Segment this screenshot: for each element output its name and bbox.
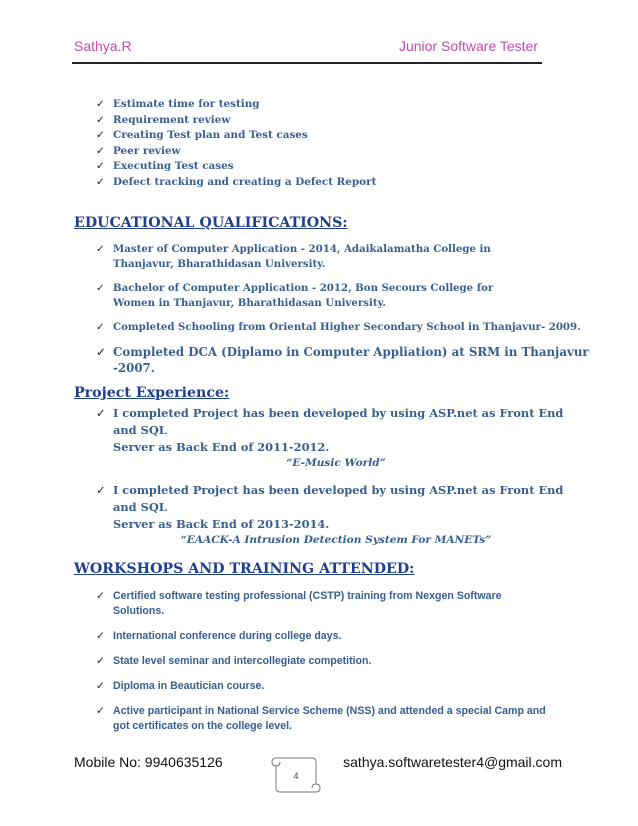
checkmark-icon: ✓ (96, 406, 106, 420)
checkmark-icon: ✓ (96, 98, 105, 110)
education-heading: EDUCATIONAL QUALIFICATIONS: (74, 215, 348, 231)
header-role: Junior Software Tester (398, 38, 538, 54)
header-divider (72, 62, 542, 64)
education-list (96, 242, 589, 385)
checkmark-icon: ✓ (96, 655, 105, 667)
page-number: 4 (293, 771, 299, 781)
projects-heading: Project Experience: (74, 385, 230, 401)
checkmark-icon: ✓ (96, 175, 105, 188)
list-item: ✓ International conference during college days. (96, 630, 342, 642)
project-item: ✓ I completed Project has been developed by using ASP.net as Front End and SQL Server as Back End of 2013-2014. “EAACK-A Intrusion Detection System For MANETs” (96, 482, 576, 546)
checkmark-icon: ✓ (96, 705, 105, 717)
list-item: ✓ Bachelor of Computer Application - 2012, Bon Secours College for Women in Thanjavur, Bharathidasan University. (96, 282, 494, 309)
checkmark-icon: ✓ (96, 244, 105, 255)
checkmark-icon: ✓ (96, 144, 105, 157)
list-item: ✓ Estimate time for testing (96, 97, 566, 113)
list-item: ✓ Certified software testing professional (CSTP) training from Nexgen Software Solutions. (96, 590, 502, 617)
checkmark-icon: ✓ (96, 345, 106, 359)
list-item: ✓ Completed Schooling from Oriental Higher Secondary School in Thanjavur- 2009. (96, 321, 581, 333)
list-item: ✓ Master of Computer Application - 2014, Adaikalamatha College in Thanjavur, Bharathidasan University. (96, 243, 491, 270)
project-item: ✓ I completed Project has been developed by using ASP.net as Front End and SQL Server as Back End of 2011-2012. “E-Music World” (96, 405, 576, 469)
list-item: ✓ Active participant in National Service Scheme (NSS) and attended a special Camp and got certificates on the college level. (96, 705, 546, 732)
footer-email: sathya.softwaretester4@gmail.com (343, 754, 562, 770)
project-title: “E-Music World” (286, 457, 386, 469)
checkmark-icon: ✓ (96, 113, 105, 126)
checkmark-icon: ✓ (96, 680, 105, 692)
list-item: ✓ Executing Test cases (96, 159, 566, 175)
duties-list (96, 97, 566, 191)
project-title: “EAACK-A Intrusion Detection System For MANETs” (180, 534, 492, 546)
checkmark-icon: ✓ (96, 322, 105, 333)
list-item: ✓ Defect tracking and creating a Defect Report (96, 175, 566, 191)
checkmark-icon: ✓ (96, 160, 105, 173)
checkmark-icon: ✓ (96, 129, 105, 142)
checkmark-icon: ✓ (96, 483, 106, 497)
checkmark-icon: ✓ (96, 590, 105, 602)
list-item: ✓ Creating Test plan and Test cases (96, 128, 566, 144)
list-item: ✓ Completed DCA (Diplamo in Computer Appliation) at SRM in Thanjavur -2007. (96, 345, 589, 375)
list-item: ✓ Peer review (96, 144, 566, 160)
list-item: ✓ Diploma in Beautician course. (96, 680, 265, 692)
workshops-heading: WORKSHOPS AND TRAINING ATTENDED: (74, 561, 415, 577)
checkmark-icon: ✓ (96, 630, 105, 642)
list-item: ✓ Requirement review (96, 113, 566, 129)
header-name: Sathya.R (74, 38, 132, 54)
footer-mobile: Mobile No: 9940635126 (74, 754, 223, 770)
checkmark-icon: ✓ (96, 283, 105, 294)
workshops-list (96, 589, 546, 744)
list-item: ✓ State level seminar and intercollegiate competition. (96, 655, 372, 667)
